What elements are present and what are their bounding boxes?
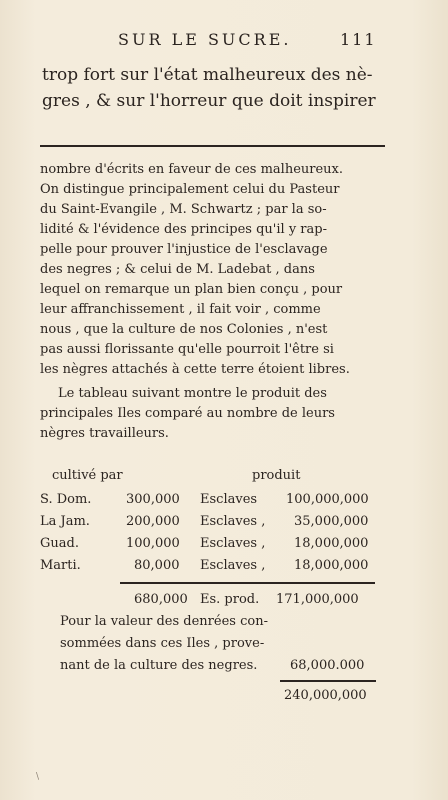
island-name: Marti. <box>40 558 81 573</box>
text-line: Le tableau suivant montre le produit des <box>58 386 327 401</box>
top-text <box>42 62 422 114</box>
text-line: leur affranchissement , il fait voir , comme <box>40 302 321 317</box>
total-product: 171,000,000 <box>276 592 359 607</box>
print-mark: \ <box>36 772 40 782</box>
note-line: sommées dans ces Iles , prove- <box>60 636 265 651</box>
note-line: Pour la valeur des denrées con- <box>60 614 268 629</box>
slaves-label: Esclaves , <box>200 514 266 529</box>
slave-count: 300,000 <box>126 492 180 507</box>
slave-count: 200,000 <box>126 514 180 529</box>
text-line: On distingue principalement celui du Pasteur <box>40 182 340 197</box>
text-line: nègres travailleurs. <box>40 426 169 441</box>
text-line: lidité & l'évidence des principes qu'il y rap- <box>40 222 327 237</box>
table-header-product: produit <box>252 468 301 483</box>
section-rule <box>40 145 385 147</box>
product-value: 18,000,000 <box>294 536 369 551</box>
consumption-value: 68,000.000 <box>290 658 365 673</box>
running-title: SUR LE SUCRE. <box>118 30 292 49</box>
slave-count: 80,000 <box>134 558 180 573</box>
product-value: 35,000,000 <box>294 514 369 529</box>
total-slave-count: 680,000 <box>134 592 188 607</box>
top-line: gres , & sur l'horreur que doit inspirer <box>42 91 376 111</box>
text-line: pas aussi florissante qu'elle pourroit l'être si <box>40 342 334 357</box>
island-name: S. Dom. <box>40 492 92 507</box>
page-number: 111 <box>340 30 377 49</box>
text-line: nombre d'écrits en faveur de ces malheureux. <box>40 162 344 177</box>
paragraph-writings <box>40 160 385 380</box>
slaves-label: Esclaves , <box>200 558 266 573</box>
note-line: nant de la culture des negres. <box>60 658 258 673</box>
grand-total: 240,000,000 <box>284 688 367 703</box>
text-line: principales Iles comparé au nombre de leurs <box>40 406 335 421</box>
grand-total-rule <box>280 680 376 682</box>
text-line: du Saint-Evangile , M. Schwartz ; par la so- <box>40 202 327 217</box>
running-header <box>0 30 448 54</box>
slave-count: 100,000 <box>126 536 180 551</box>
text-line: des negres ; & celui de M. Ladebat , dans <box>40 262 315 277</box>
total-label: Es. prod. <box>200 592 260 607</box>
product-value: 100,000,000 <box>286 492 369 507</box>
island-name: La Jam. <box>40 514 90 529</box>
paragraph-table-intro <box>40 384 385 444</box>
slaves-label: Esclaves , <box>200 536 266 551</box>
slaves-label: Esclaves <box>200 492 258 507</box>
sum-rule <box>120 582 375 584</box>
text-line: pelle pour prouver l'injustice de l'esclavage <box>40 242 328 257</box>
text-line: les nègres attachés à cette terre étoient libres. <box>40 362 350 377</box>
text-line: nous , que la culture de nos Colonies , n'est <box>40 322 328 337</box>
island-name: Guad. <box>40 536 79 551</box>
top-line: trop fort sur l'état malheureux des nè- <box>42 65 373 85</box>
table-header-cultivated: cultivé par <box>52 468 123 483</box>
product-value: 18,000,000 <box>294 558 369 573</box>
text-line: lequel on remarque un plan bien conçu , pour <box>40 282 343 297</box>
